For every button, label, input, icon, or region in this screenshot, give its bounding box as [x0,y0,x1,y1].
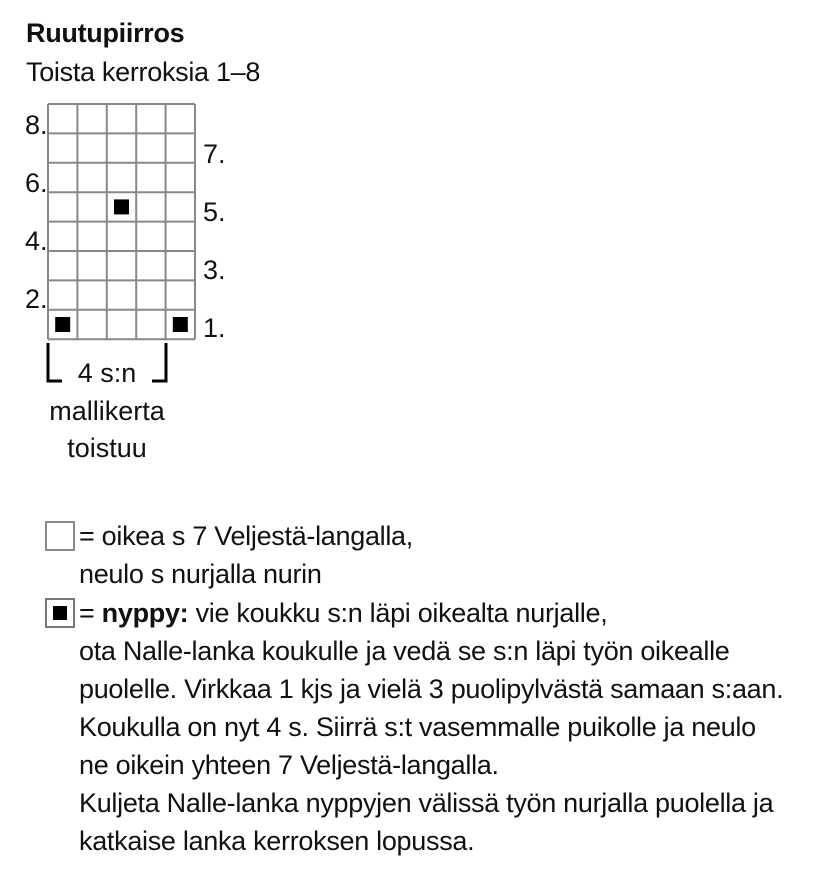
row-label-1: 1. [203,313,226,343]
repeat-label-line-1: 4 s:n [77,358,137,388]
row-label-6: 6. [25,168,48,198]
legend-filled-line-6: Kuljeta Nalle-lanka nyppyjen välissä työn nurjalla puolella ja [79,788,774,818]
chart-subtitle: Toista kerroksia 1–8 [26,57,261,87]
row-label-4: 4. [25,226,48,256]
chart-title: Ruutupiirros [26,18,185,48]
row-label-2: 2. [25,284,48,314]
legend-first-line-rest: vie koukku s:n läpi oikealta nurjalle, [188,598,608,628]
row-label-5: 5. [203,197,226,227]
repeat-label-line-2: mallikerta [49,396,165,426]
empty-square-icon [45,521,75,551]
nyppy-cell-mark [114,199,129,214]
legend-term: nyppy: [101,598,189,628]
legend-filled-line-3: puolelle. Virkkaa 1 kjs ja vielä 3 puolipylvästä samaan s:aan. [79,674,784,704]
row-label-8: 8. [25,110,48,140]
legend-filled-line-7: katkaise lanka kerroksen lopussa. [79,826,475,856]
legend-empty-line-1: = oikea s 7 Veljestä-langalla, [79,521,413,551]
legend-filled-line-5: ne oikein yhteen 7 Veljestä-langalla. [79,750,499,780]
legend-empty-line-2: neulo s nurjalla nurin [79,559,322,589]
row-label-3: 3. [203,255,226,285]
legend-filled-line-2: ota Nalle-lanka koukulle ja vedä se s:n läpi työn oikealle [79,636,730,666]
legend-filled-line-4: Koukulla on nyt 4 s. Siirrä s:t vasemmalle puikolle ja neulo [79,712,756,742]
legend-prefix: = [79,598,102,628]
row-label-7: 7. [203,139,226,169]
nyppy-cell-mark [55,317,70,332]
filled-square-icon [45,598,75,628]
repeat-label-line-3: toistuu [67,433,147,463]
nyppy-cell-mark [173,317,188,332]
legend-filled-line-1 [79,595,607,632]
